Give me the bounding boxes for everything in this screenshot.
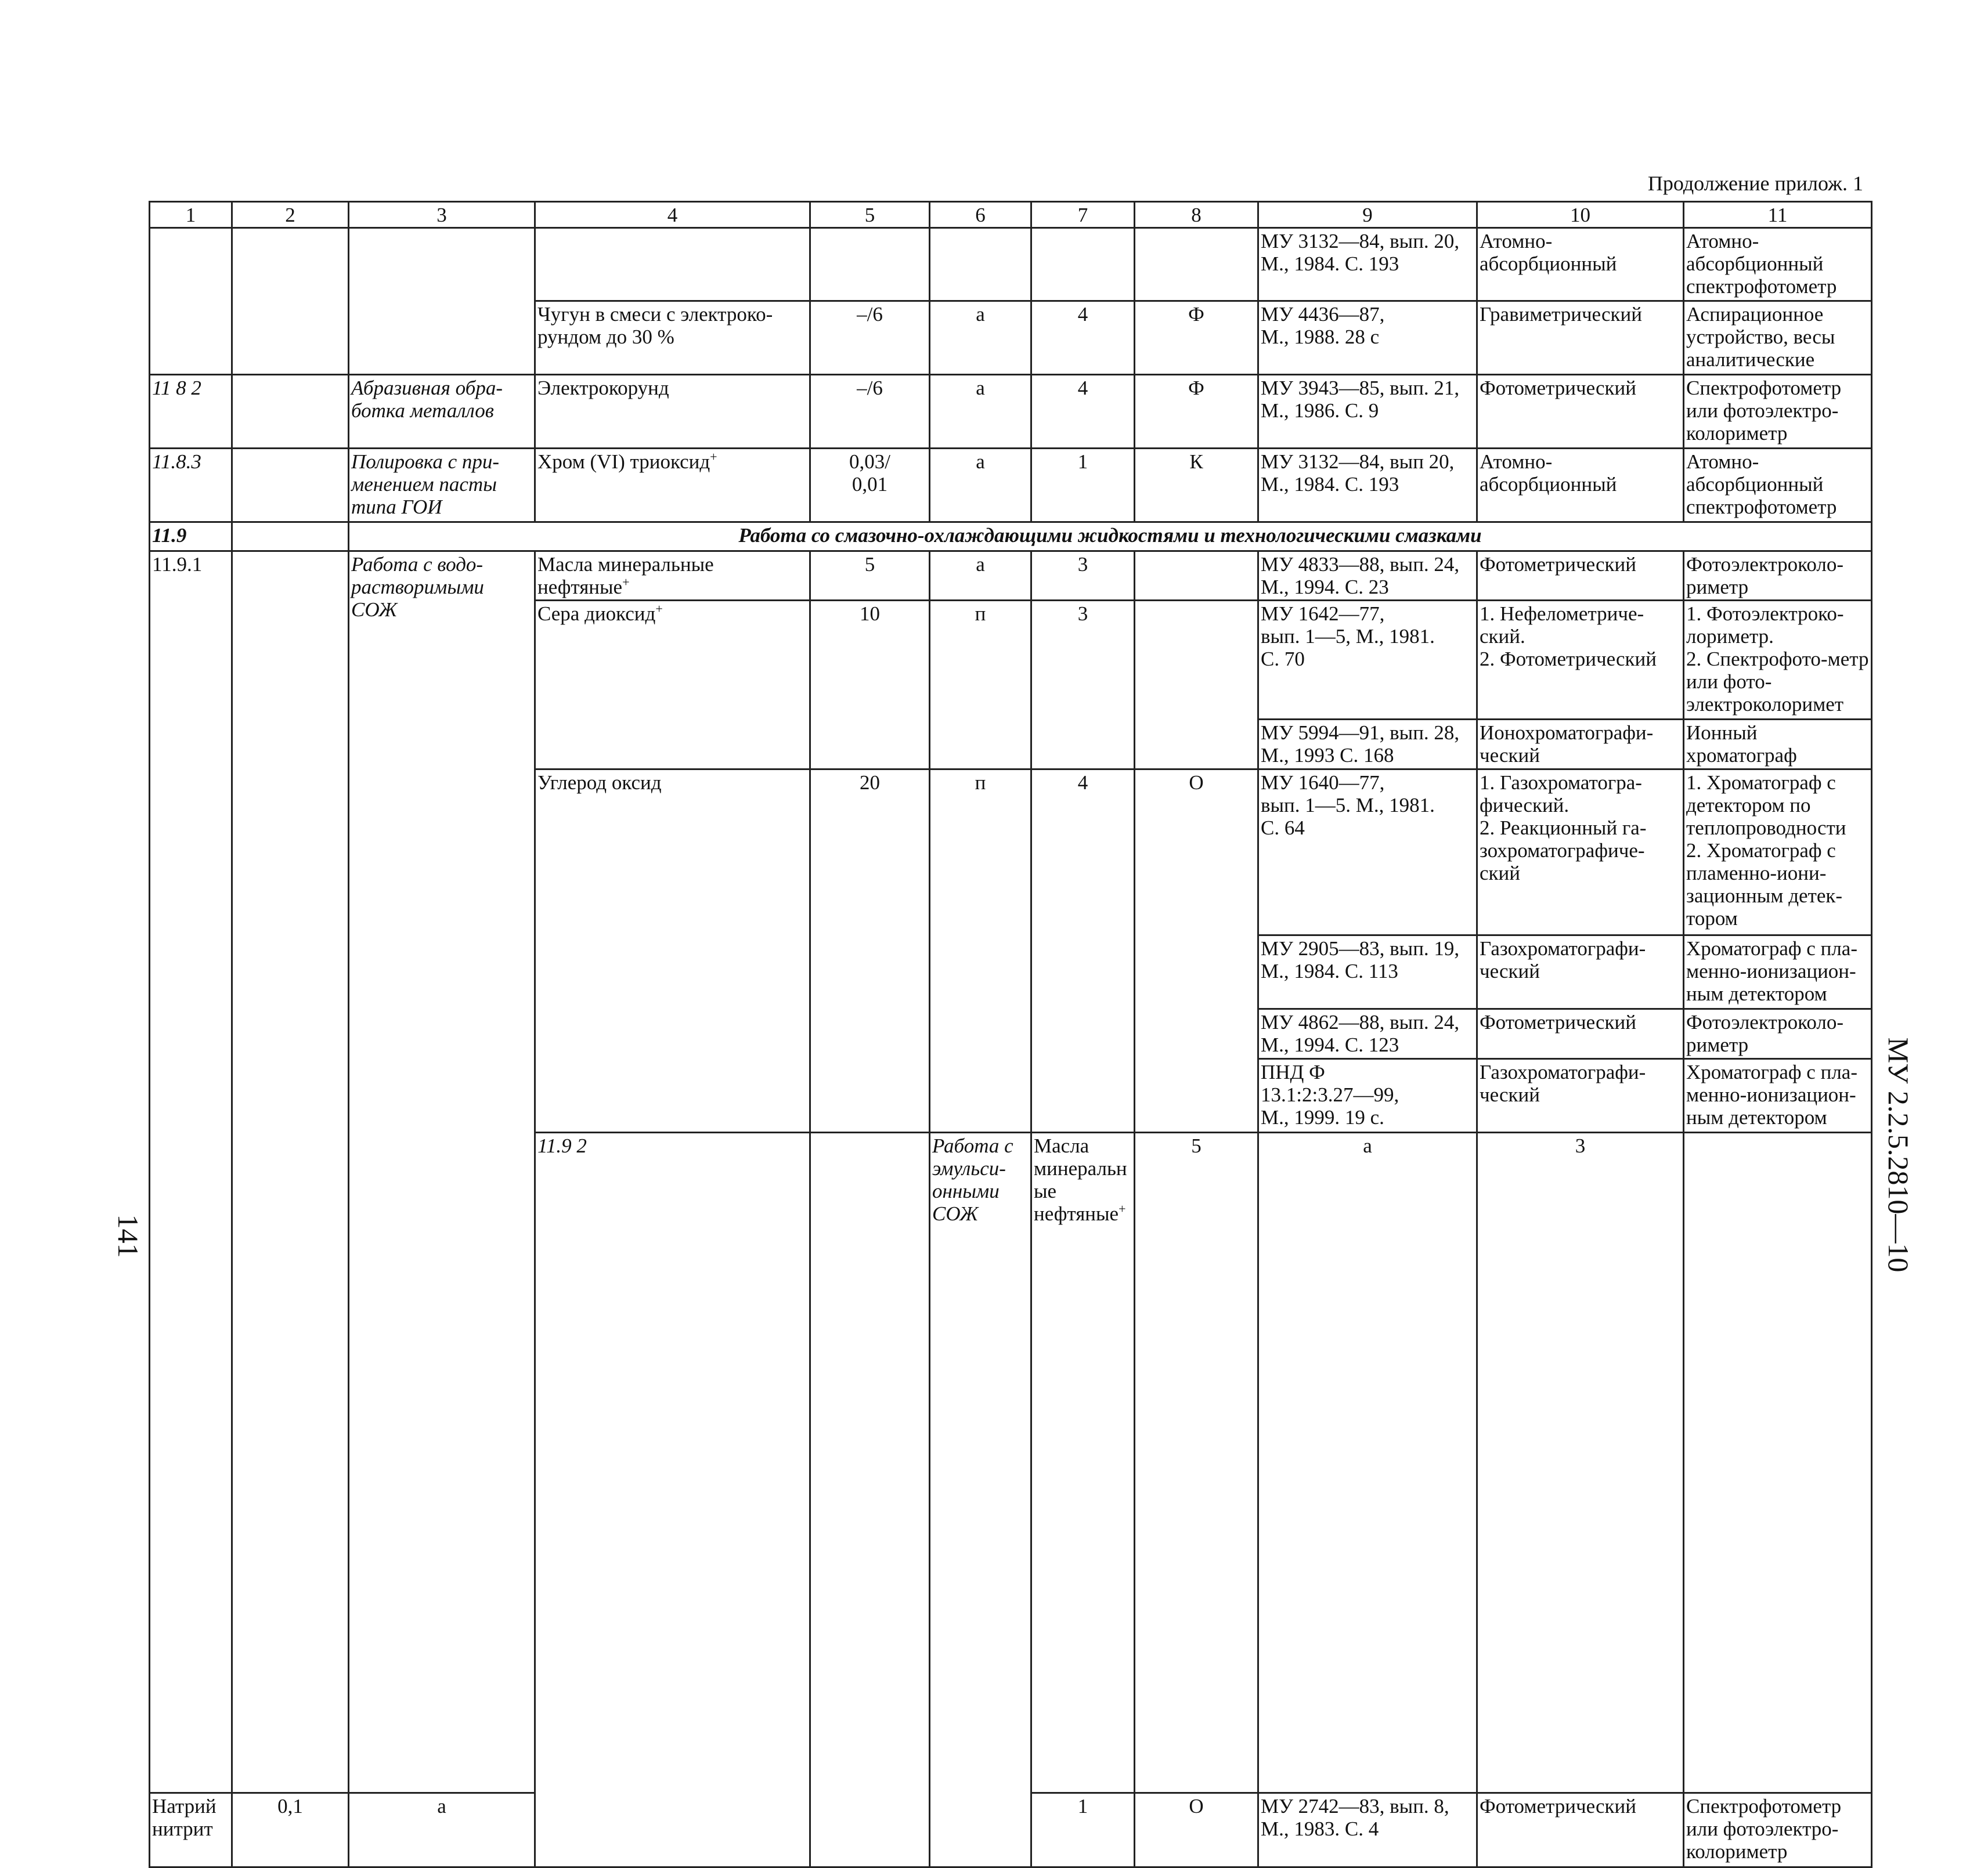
cell-feature bbox=[1135, 228, 1258, 301]
cell-method: Фотометрический bbox=[1477, 1793, 1684, 1867]
cell-document: МУ 3132—84, вып 20, М., 1984. С. 193 bbox=[1258, 449, 1477, 522]
page-number: 141 bbox=[112, 1214, 145, 1258]
substance-name: Масла минеральные нефтяные bbox=[537, 553, 714, 598]
cell-document: ПНД Ф 13.1:2:3.27—99, М., 1999. 19 с. bbox=[1258, 1059, 1477, 1133]
cell-feature: Ф bbox=[1135, 375, 1258, 449]
cell-hazard: 4 bbox=[1031, 769, 1135, 1133]
cell-feature bbox=[1135, 551, 1258, 601]
cell-empty bbox=[810, 1133, 930, 1867]
cell-state: а bbox=[349, 1793, 535, 1867]
cell-limit bbox=[810, 228, 930, 301]
cell-substance bbox=[535, 551, 810, 601]
cell-hazard: 3 bbox=[1031, 601, 1135, 769]
table-row bbox=[150, 449, 1872, 522]
col-number: 4 bbox=[535, 202, 810, 228]
superscript-mark: + bbox=[710, 449, 717, 464]
cell-method: Атомно- абсорбционный bbox=[1477, 449, 1684, 522]
cell-instrument: Атомно- абсорбционный спектрофотометр bbox=[1684, 449, 1872, 522]
cell-work: Полировка с при-менением пасты типа ГОИ bbox=[349, 449, 535, 522]
cell-document: МУ 5994—91, вып. 28, М., 1993 С. 168 bbox=[1258, 720, 1477, 769]
cell-instrument: 1. Фотоэлектроко-лориметр. 2. Спектрофото-метр или фото-электроколоримет bbox=[1684, 601, 1872, 720]
cell-limit: 0,1 bbox=[232, 1793, 349, 1867]
cell-feature: К bbox=[1135, 449, 1258, 522]
cell-instrument: Аспирационное устройство, весы аналитические bbox=[1684, 301, 1872, 375]
cell-substance: Чугун в смеси с электроко-рундом до 30 % bbox=[535, 301, 810, 375]
section-row bbox=[150, 522, 1872, 551]
cell-state: а bbox=[930, 449, 1031, 522]
substances-table bbox=[149, 201, 1872, 1868]
cell-instrument: Фотоэлектроколо-риметр bbox=[1684, 551, 1872, 601]
table-row bbox=[150, 551, 1872, 601]
cell-state: а bbox=[930, 551, 1031, 601]
cell-state: а bbox=[930, 301, 1031, 375]
cell-method: Газохроматографи-ческий bbox=[1477, 935, 1684, 1009]
cell-document: МУ 3943—85, вып. 21, М., 1986. С. 9 bbox=[1258, 375, 1477, 449]
cell-state bbox=[930, 228, 1031, 301]
col-number: 10 bbox=[1477, 202, 1684, 228]
cell-hazard: 3 bbox=[1477, 1133, 1684, 1793]
cell-instrument: Атомно- абсорбционный спектрофотометр bbox=[1684, 228, 1872, 301]
cell-method: Фотометрический bbox=[1477, 1009, 1684, 1059]
cell-empty bbox=[232, 375, 349, 449]
cell-method: 1. Нефелометриче-ский. 2. Фотометрический bbox=[1477, 601, 1684, 720]
cell-instrument: Ионный хроматограф bbox=[1684, 720, 1872, 769]
cell-document: МУ 4862—88, вып. 24, М., 1994. С. 123 bbox=[1258, 1009, 1477, 1059]
cell-hazard: 4 bbox=[1031, 375, 1135, 449]
col-number: 8 bbox=[1135, 202, 1258, 228]
substance-name: Хром (VI) триоксид bbox=[537, 450, 710, 473]
cell-empty bbox=[232, 449, 349, 522]
cell-code bbox=[150, 228, 232, 375]
cell-feature: О bbox=[1135, 769, 1258, 1133]
cell-hazard: 1 bbox=[1031, 1793, 1135, 1867]
cell-document: МУ 1642—77, вып. 1—5, М., 1981. С. 70 bbox=[1258, 601, 1477, 720]
col-number: 7 bbox=[1031, 202, 1135, 228]
cell-substance bbox=[535, 228, 810, 301]
cell-feature: Ф bbox=[1135, 301, 1258, 375]
cell-document: МУ 1640—77, вып. 1—5. М., 1981. С. 64 bbox=[1258, 769, 1477, 935]
cell-method: Атомно- абсорбционный bbox=[1477, 228, 1684, 301]
column-number-row bbox=[150, 202, 1872, 228]
cell-limit: –/6 bbox=[810, 375, 930, 449]
col-number: 6 bbox=[930, 202, 1031, 228]
col-number: 1 bbox=[150, 202, 232, 228]
cell-document: МУ 4833—88, вып. 24, М., 1994. С. 23 bbox=[1258, 551, 1477, 601]
cell-limit: 0,03/ 0,01 bbox=[810, 449, 930, 522]
cell-feature bbox=[1684, 1133, 1872, 1793]
cell-substance: Натрий нитрит bbox=[150, 1793, 232, 1867]
cell-method: Ионохроматографи-ческий bbox=[1477, 720, 1684, 769]
cell-limit: 20 bbox=[810, 769, 930, 1133]
cell-document: МУ 3132—84, вып. 20, М., 1984. С. 193 bbox=[1258, 228, 1477, 301]
cell-work bbox=[349, 228, 535, 375]
cell-hazard bbox=[1031, 228, 1135, 301]
col-number: 9 bbox=[1258, 202, 1477, 228]
table-row bbox=[150, 228, 1872, 301]
cell-substance bbox=[535, 449, 810, 522]
cell-instrument: Спектрофотометр или фотоэлектро-колориметр bbox=[1684, 375, 1872, 449]
section-code: 11.9 bbox=[150, 522, 232, 551]
cell-hazard: 1 bbox=[1031, 449, 1135, 522]
cell-state: а bbox=[1258, 1133, 1477, 1793]
superscript-mark: + bbox=[655, 601, 663, 616]
cell-limit: 5 bbox=[810, 551, 930, 601]
cell-work: Работа с эмульси-онными СОЖ bbox=[930, 1133, 1031, 1867]
table-row bbox=[150, 375, 1872, 449]
cell-work: Абразивная обра-ботка металлов bbox=[349, 375, 535, 449]
cell-method: 1. Газохроматогра-фический. 2. Реакционный га-зохроматографиче-ский bbox=[1477, 769, 1684, 935]
cell-state: а bbox=[930, 375, 1031, 449]
superscript-mark: + bbox=[1119, 1201, 1126, 1216]
cell-substance: Электрокорунд bbox=[535, 375, 810, 449]
substance-name: Масла минеральные нефтяные bbox=[1034, 1134, 1127, 1225]
superscript-mark: + bbox=[622, 575, 630, 590]
cell-method: Фотометрический bbox=[1477, 375, 1684, 449]
cell-method: Фотометрический bbox=[1477, 551, 1684, 601]
cell-method: Гравиметрический bbox=[1477, 301, 1684, 375]
cell-document: МУ 4436—87, М., 1988. 28 с bbox=[1258, 301, 1477, 375]
cell-method: Газохроматографи-ческий bbox=[1477, 1059, 1684, 1133]
cell-document: МУ 2742—83, вып. 8, М., 1983. С. 4 bbox=[1258, 1793, 1477, 1867]
cell-hazard: 3 bbox=[1031, 551, 1135, 601]
cell-instrument: Спектрофотометр или фотоэлектро-колориметр bbox=[1684, 1793, 1872, 1867]
cell-limit: 5 bbox=[1135, 1133, 1258, 1793]
cell-instrument: 1. Хроматограф с детектором по теплопроводности 2. Хроматограф с пламенно-иони-зационным детек-тором bbox=[1684, 769, 1872, 935]
cell-empty bbox=[232, 228, 349, 375]
cell-instrument: Хроматограф с пла-менно-ионизацион-ным детектором bbox=[1684, 935, 1872, 1009]
document-code: МУ 2.2.5.2810—10 bbox=[1882, 1037, 1915, 1273]
cell-feature bbox=[1135, 601, 1258, 769]
cell-document: МУ 2905—83, вып. 19, М., 1984. С. 113 bbox=[1258, 935, 1477, 1009]
cell-limit: 10 bbox=[810, 601, 930, 769]
cell-substance bbox=[1031, 1133, 1135, 1793]
continuation-label: Продолжение прилож. 1 bbox=[1647, 172, 1863, 195]
cell-empty bbox=[232, 551, 349, 1793]
cell-code: 11.9 2 bbox=[535, 1133, 810, 1867]
cell-feature: О bbox=[1135, 1793, 1258, 1867]
section-title: Работа со смазочно-охлаждающими жидкостями и технологическими смазками bbox=[349, 522, 1872, 551]
cell-substance: Углерод оксид bbox=[535, 769, 810, 1133]
cell-work: Работа с водо-растворимыми СОЖ bbox=[349, 551, 535, 1793]
cell-instrument: Хроматограф с пла-менно-ионизацион-ным детектором bbox=[1684, 1059, 1872, 1133]
col-number: 11 bbox=[1684, 202, 1872, 228]
cell-state: п bbox=[930, 769, 1031, 1133]
substance-name: Сера диоксид bbox=[537, 602, 656, 625]
cell-code: 11 8 2 bbox=[150, 375, 232, 449]
cell-substance bbox=[535, 601, 810, 769]
cell-instrument: Фотоэлектроколо-риметр bbox=[1684, 1009, 1872, 1059]
col-number: 2 bbox=[232, 202, 349, 228]
cell-code: 11.9.1 bbox=[150, 551, 232, 1793]
cell-hazard: 4 bbox=[1031, 301, 1135, 375]
cell-empty bbox=[232, 522, 349, 551]
cell-state: п bbox=[930, 601, 1031, 769]
cell-limit: –/6 bbox=[810, 301, 930, 375]
col-number: 3 bbox=[349, 202, 535, 228]
cell-code: 11.8.3 bbox=[150, 449, 232, 522]
col-number: 5 bbox=[810, 202, 930, 228]
